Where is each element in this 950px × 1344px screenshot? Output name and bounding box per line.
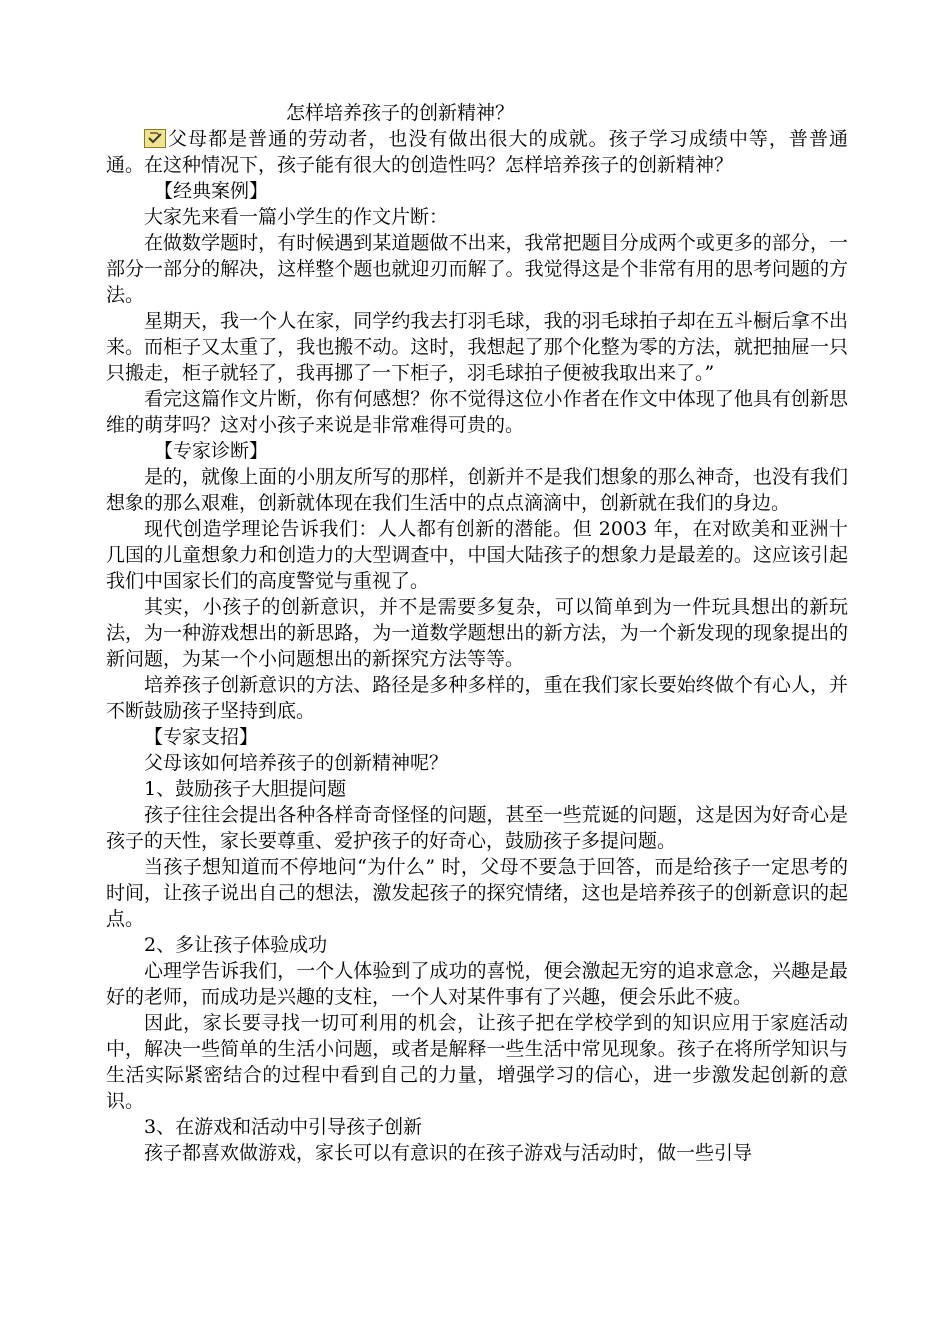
body-paragraph: 3、在游戏和活动中引导孩子创新 — [144, 1116, 423, 1138]
body-paragraph: 1、鼓励孩子大胆提问题 — [144, 778, 347, 800]
body-paragraph: 在做数学题时，有时候遇到某道题做不出来，我常把题目分成两个或更多的部分，一部分一部分的解决，这样整个题也就迎刃而解了。我觉得这是个非常有用的思考问题的方法。 — [106, 232, 848, 306]
note-icon — [144, 129, 166, 148]
body-paragraph: 培养孩子创新意识的方法、路径是多种多样的，重在我们家长要始终做个有心人，并不断鼓励孩子坚持到底。 — [106, 674, 848, 722]
body-paragraph: 因此，家长要寻找一切可利用的机会，让孩子把在学校学到的知识应用于家庭活动中，解决一些简单的生活小问题，或者是解释一些生活中常见现象。孩子在将所学知识与生活实际紧密结合的过程中看到自己的力量，增强学习的信心，进一步激发起创新的意识。 — [106, 1012, 848, 1112]
body-paragraph: 是的，就像上面的小朋友所写的那样，创新并不是我们想象的那么神奇，也没有我们想象的那么艰难，创新就体现在我们生活中的点点滴滴中，创新就在我们的身边。 — [106, 466, 848, 514]
document-title: 怎样培养孩子的创新精神？ — [286, 102, 515, 124]
body-paragraph: 2、多让孩子体验成功 — [144, 934, 328, 956]
body-paragraph: 看完这篇作文片断，你有何感想？你不觉得这位小作者在作文中体现了他具有创新思维的萌芽吗？这对小孩子来说是非常难得可贵的。 — [106, 388, 848, 436]
body-paragraph: 心理学告诉我们，一个人体验到了成功的喜悦，便会激起无穷的追求意念，兴趣是最好的老师，而成功是兴趣的支柱，一个人对某件事有了兴趣，便会乐此不疲。 — [106, 960, 848, 1008]
body-paragraph: 孩子都喜欢做游戏，家长可以有意识的在孩子游戏与活动时，做一些引导 — [144, 1142, 753, 1164]
body-paragraph: 【专家支招】 — [144, 726, 259, 748]
section-heading: 【经典案例】 — [154, 180, 269, 202]
body-paragraph: 当孩子想知道而不停地问“为什么” 时，父母不要急于回答，而是给孩子一定思考的时间，让孩子说出自己的想法，激发起孩子的探究情绪，这也是培养孩子的创新意识的起点。 — [106, 856, 848, 930]
body-paragraphs — [106, 178, 848, 1166]
intro-text: 父母都是普通的劳动者，也没有做出很大的成就。孩子学习成绩中等，普普通通。在这种情况下，孩子能有很大的创造性吗？怎样培养孩子的创新精神？ — [106, 128, 848, 176]
body-paragraph: 其实，小孩子的创新意识，并不是需要多复杂，可以简单到为一件玩具想出的新玩法，为一种游戏想出的新思路，为一道数学题想出的新方法，为一个新发现的现象提出的新问题，为某一个小问题想出的新探究方法等等。 — [106, 596, 848, 670]
intro-paragraph — [106, 126, 848, 178]
body-paragraph: 星期天，我一个人在家，同学约我去打羽毛球，我的羽毛球拍子却在五斗橱后拿不出来。而柜子又太重了，我也搬不动。这时，我想起了那个化整为零的方法，就把抽屉一只只搬走，柜子就轻了，我再挪了一下柜子，羽毛球拍子便被我取出来了。” — [106, 310, 848, 384]
section-heading: 【专家诊断】 — [154, 440, 269, 462]
body-paragraph: 孩子往往会提出各种各样奇奇怪怪的问题，甚至一些荒诞的问题，这是因为好奇心是孩子的天性，家长要尊重、爱护孩子的好奇心，鼓励孩子多提问题。 — [106, 804, 848, 852]
body-paragraph: 父母该如何培养孩子的创新精神呢？ — [144, 752, 449, 774]
document-page — [106, 100, 848, 1166]
body-paragraph: 大家先来看一篇小学生的作文片断： — [144, 206, 449, 228]
body-paragraph: 现代创造学理论告诉我们：人人都有创新的潜能。但 2003 年，在对欧美和亚洲十几国的儿童想象力和创造力的大型调查中，中国大陆孩子的想象力是最差的。这应该引起我们中国家长们的高度警觉与重视了。 — [106, 518, 848, 592]
